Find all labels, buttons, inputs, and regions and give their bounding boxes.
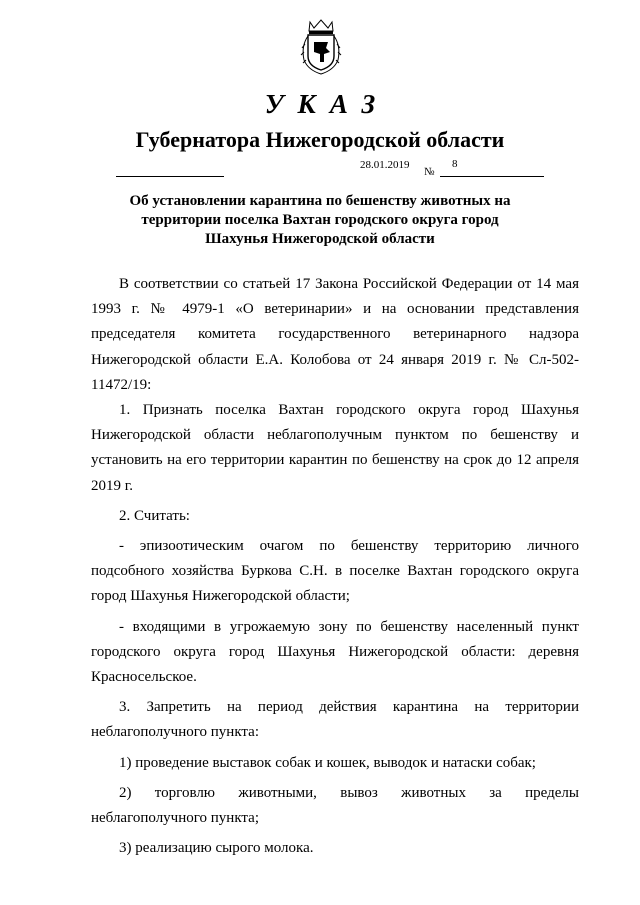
clause-3-paragraph: 3. Запретить на период действия карантина на территории неблагополучного пункта: bbox=[91, 699, 579, 741]
decree-date: 28.01.2019 bbox=[360, 159, 410, 171]
clause-1-paragraph: 1. Признать поселка Вахтан городского округа город Шахунья Нижегородской области неблагополучным пунктом по бешенству и установить на его территории карантин по бешенству на срок до 12 апреля 2019 г. bbox=[91, 402, 579, 494]
number-line-right bbox=[440, 176, 544, 177]
clause-3-item: 2) торговлю животными, вывоз животных за пределы неблагополучного пункта; bbox=[91, 784, 579, 827]
clause-3-item: 3) реализацию сырого молока. bbox=[119, 840, 314, 857]
decree-subject bbox=[110, 192, 530, 249]
decree-title: УКАЗ bbox=[264, 89, 390, 119]
clause-3-item: 1) проведение выставок собак и кошек, выводок и натаски собак; bbox=[119, 754, 536, 771]
subject-line: Об установлении карантина по бешенству животных на bbox=[129, 193, 511, 209]
number-sign: № bbox=[424, 166, 435, 178]
clause-2-item: - входящими в угрожаемую зону по бешенству населенный пункт городского округа город Шахунья Нижегородской области: деревня Красносельское. bbox=[91, 618, 579, 686]
clause-2-paragraph: 2. Считать: bbox=[119, 507, 190, 524]
coat-of-arms-emblem bbox=[300, 18, 342, 76]
subject-line: Шахунья Нижегородской области bbox=[205, 231, 435, 247]
preamble-paragraph: В соответствии со статьей 17 Закона Российской Федерации от 14 мая 1993 г. № 4979-1 «О ветеринарии» и на основании представления председателя комитета государственного ветеринарного надзора Нижегородской области Е.А. Колобова от 24 января 2019 г. № Сл-502-11472/19: bbox=[91, 276, 579, 393]
subject-line: территории поселка Вахтан городского округа город bbox=[141, 212, 499, 228]
decree-number: 8 bbox=[452, 158, 458, 170]
decree-body bbox=[91, 272, 579, 861]
issuer-title: Губернатора Нижегородской области bbox=[135, 127, 505, 152]
clause-2-item: - эпизоотическим очагом по бешенству территорию личного подсобного хозяйства Буркова С.Н. в поселке Вахтан городского округа город Шахунья Нижегородской области; bbox=[91, 538, 579, 605]
coat-of-arms-icon bbox=[300, 18, 342, 76]
signature-line-left bbox=[116, 176, 224, 177]
